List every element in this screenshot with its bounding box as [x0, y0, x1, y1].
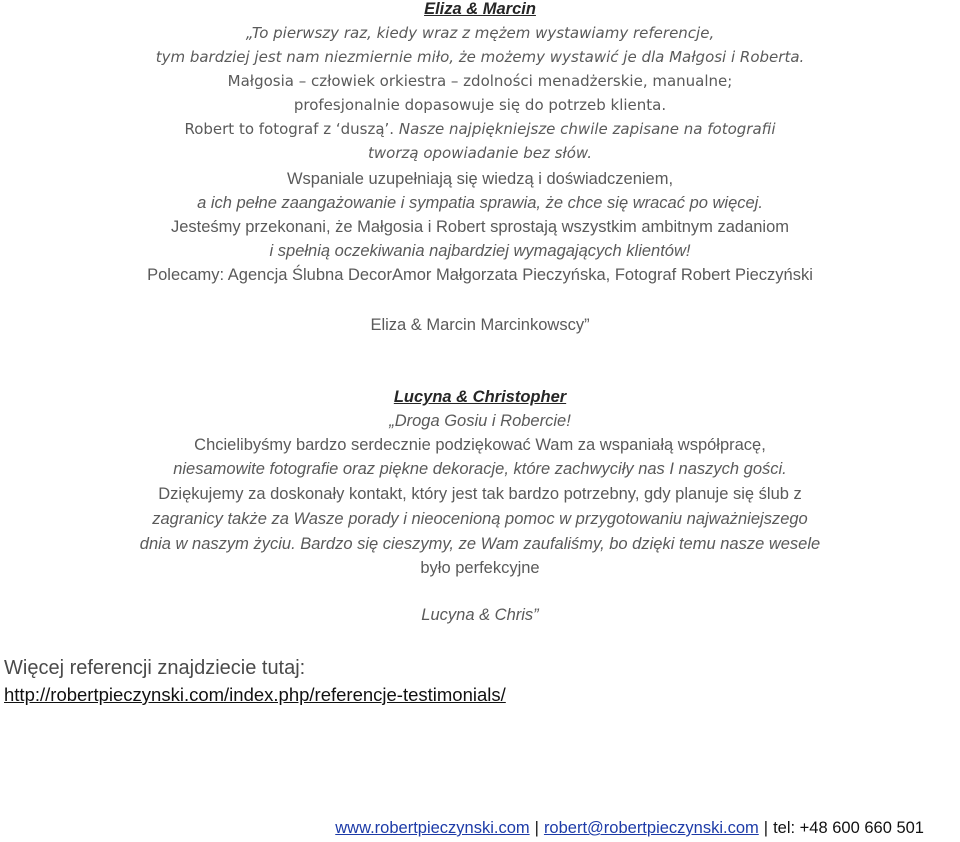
testimonial-line: Małgosia – człowiek orkiestra – zdolności menadżerskie, manualne;	[227, 72, 733, 90]
testimonial-line: Wspaniale uzupełniają się wiedzą i doświadczeniem,	[286, 170, 674, 188]
testimonial-line: dnia w naszym życiu. Bardzo się cieszymy, ze Wam zaufaliśmy, bo dzięki temu nasze wesele	[139, 535, 821, 553]
testimonial-line: tym bardziej jest nam niezmiernie miło, że możemy wystawić je dla Małgosi i Roberta.	[155, 48, 805, 66]
testimonial-line: „Droga Gosiu i Robercie!	[389, 412, 571, 430]
testimonial-line: Nasze najpiękniejsze chwile zapisane na fotografii	[398, 120, 776, 138]
testimonial-signature: Lucyna & Chris”	[421, 606, 539, 624]
testimonial-line: Dziękujemy za doskonały kontakt, który jest tak bardzo potrzebny, gdy planuje się ślub z	[158, 485, 802, 503]
footer	[335, 819, 924, 838]
references-link[interactable]: http://robertpieczynski.com/index.php/referencje-testimonials/	[4, 684, 506, 705]
testimonial-line: tworzą opowiadanie bez słów.	[368, 144, 592, 162]
testimonial-line: Chcielibyśmy bardzo serdecznie podziękować Wam za wspaniałą współpracę,	[194, 436, 766, 454]
testimonial-line: Robert to fotograf z ‘duszą’.	[184, 120, 395, 138]
testimonial-line: „To pierwszy raz, kiedy wraz z mężem wystawiamy referencje,	[245, 24, 715, 42]
footer-separator: |	[534, 819, 539, 837]
testimonial-line: Polecamy: Agencja Ślubna DecorAmor Małgorzata Pieczyńska, Fotograf Robert Pieczyński	[147, 266, 813, 284]
testimonial-line: i spełnią oczekiwania najbardziej wymagających klientów!	[269, 242, 691, 260]
testimonial-line: a ich pełne zaangażowanie i sympatia sprawia, że chce się wracać po więcej.	[197, 194, 763, 212]
testimonial-line: profesjonalnie dopasowuje się do potrzeb klienta.	[293, 96, 667, 114]
footer-separator: |	[763, 819, 769, 837]
testimonial-line-combined	[0, 117, 960, 141]
testimonial-line: Jesteśmy przekonani, że Małgosia i Robert sprostają wszystkim ambitnym zadaniom	[170, 218, 790, 236]
footer-email-link[interactable]: robert@robertpieczynski.com	[543, 819, 759, 837]
testimonial-heading: Lucyna & Christopher	[393, 388, 567, 406]
footer-phone: tel: +48 600 660 501	[773, 819, 924, 837]
testimonial-line: zagranicy także za Wasze porady i nieocenioną pomoc w przygotowaniu najważniejszego	[152, 510, 808, 528]
testimonial-signature: Eliza & Marcin Marcinkowscy”	[370, 316, 590, 334]
footer-website-link[interactable]: www.robertpieczynski.com	[335, 819, 530, 837]
testimonial-line: niesamowite fotografie oraz piękne dekoracje, które zachwyciły nas I naszych gości.	[173, 460, 787, 478]
more-references-label: Więcej referencji znajdziecie tutaj:	[4, 657, 306, 679]
testimonial-line: było perfekcyjne	[420, 559, 540, 577]
testimonial-heading: Eliza & Marcin	[424, 0, 536, 18]
